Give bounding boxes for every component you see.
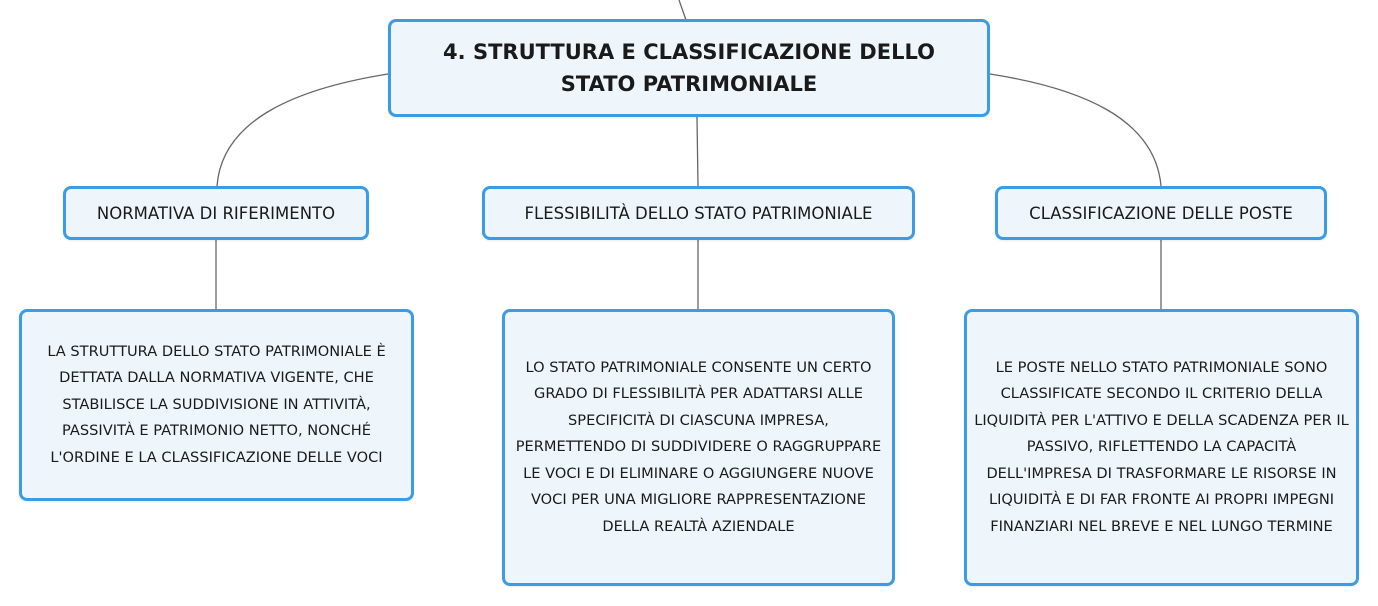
topic-label-normativa: NORMATIVA DI RIFERIMENTO (96, 203, 336, 223)
root-title: 4. STRUTTURA E CLASSIFICAZIONE DELLO STATO PATRIMONIALE (443, 40, 935, 96)
connector-root-to-classificazione (990, 74, 1161, 186)
connector-root-to-normativa (217, 74, 388, 186)
detail-node-normativa[interactable] (19, 309, 414, 501)
detail-node-flessibilita[interactable] (502, 309, 895, 586)
topic-node-flessibilita[interactable] (482, 186, 915, 240)
detail-text-normativa: LA STRUTTURA DELLO STATO PATRIMONIALE È DETTATA DALLA NORMATIVA VIGENTE, CHE STABILISCE LA SUDDIVISIONE IN ATTIVITÀ, PASSIVITÀ E PATRIMONIO NETTO, NONCHÉ L'ORDINE E LA CLASSIFICAZIONE DELLE VOCI (47, 342, 386, 466)
connector-root-to-flessibilita (697, 117, 698, 186)
topic-node-classificazione[interactable] (995, 186, 1327, 240)
topic-node-normativa[interactable] (63, 186, 369, 240)
connector-parent-to-root (679, 0, 686, 20)
detail-text-flessibilita: LO STATO PATRIMONIALE CONSENTE UN CERTO GRADO DI FLESSIBILITÀ PER ADATTARSI ALLE SPECIFICITÀ DI CIASCUNA IMPRESA, PERMETTENDO DI SUDDIVIDERE O RAGGRUPPARE LE VOCI E DI ELIMINARE O AGGIUNGERE NUOVE VOCI PER UNA MIGLIORE RAPPRESENTAZIONE DELLA REALTÀ AZIENDALE (515, 358, 882, 535)
topic-label-classificazione: CLASSIFICAZIONE DELLE POSTE (1029, 203, 1293, 223)
root-node[interactable] (388, 19, 990, 117)
detail-node-classificazione[interactable] (964, 309, 1359, 586)
topic-label-flessibilita: FLESSIBILITÀ DELLO STATO PATRIMONIALE (524, 203, 873, 223)
detail-text-classificazione: LE POSTE NELLO STATO PATRIMONIALE SONO CLASSIFICATE SECONDO IL CRITERIO DELLA LIQUIDITÀ PER L'ATTIVO E DELLA SCADENZA PER IL PASSIVO, RIFLETTENDO LA CAPACITÀ DELL'IMPRESA DI TRASFORMARE LE RISORSE IN LIQUIDITÀ E DI FAR FRONTE AI PROPRI IMPEGNI FINANZIARI NEL BREVE E NEL LUNGO TERMINE (974, 358, 1349, 535)
